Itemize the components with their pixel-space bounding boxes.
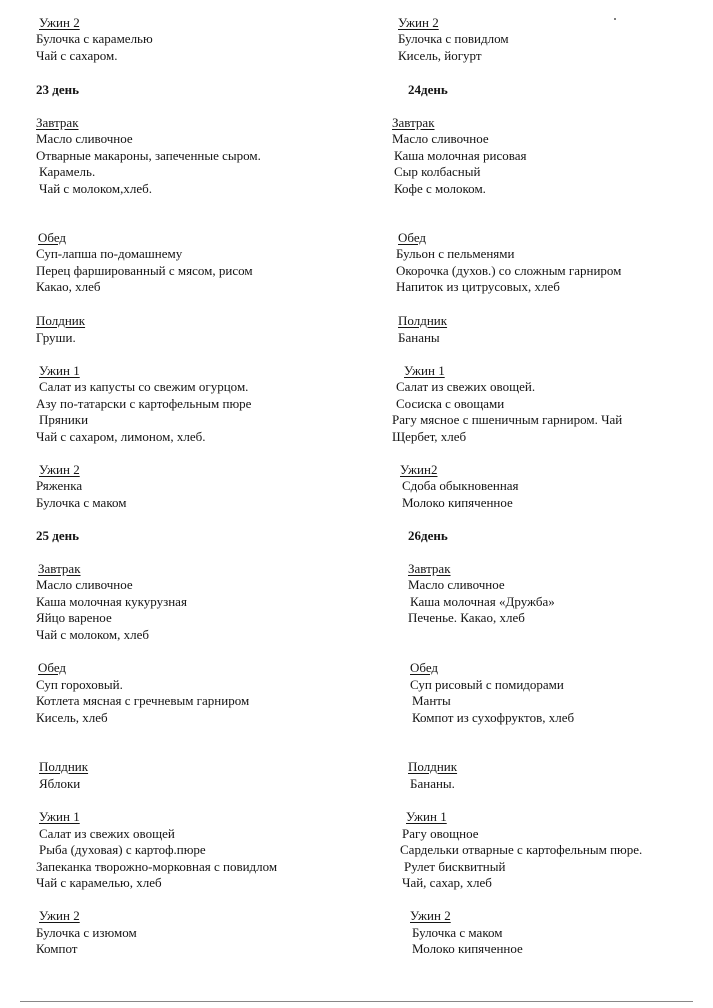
meal-heading: Ужин2 — [400, 462, 438, 477]
menu-item: Масло сливочное — [408, 577, 505, 592]
menu-item: Суп-лапша по-домашнему — [36, 246, 183, 261]
meal-heading: Ужин 2 — [398, 15, 439, 30]
menu-item: Рыба (духовая) с картоф.пюре — [39, 842, 206, 857]
meal-heading: Ужин 2 — [39, 462, 80, 477]
menu-item: Булочка с маком — [412, 925, 503, 940]
menu-item: Чай с молоком,хлеб. — [39, 181, 152, 196]
menu-item: Котлета мясная с гречневым гарниром — [36, 693, 250, 708]
day-title: 25 день — [36, 528, 79, 543]
menu-item: Сыр колбасный — [394, 164, 481, 179]
menu-item: Булочка с изюмом — [36, 925, 137, 940]
menu-item: Сардельки отварные с картофельным пюре. — [400, 842, 643, 857]
menu-item: Кофе с молоком. — [394, 181, 486, 196]
menu-item: Чай с сахаром, лимоном, хлеб. — [36, 429, 206, 444]
meal-heading: Завтрак — [392, 115, 435, 130]
meal-heading: Обед — [398, 230, 427, 245]
menu-item: Карамель. — [39, 164, 96, 179]
menu-item: Сосиска с овощами — [396, 396, 505, 411]
day-title: 23 день — [36, 82, 79, 97]
menu-item: Салат из свежих овощей. — [396, 379, 536, 394]
meal-heading: Завтрак — [38, 561, 81, 576]
meal-heading: Ужин 2 — [410, 908, 451, 923]
menu-item: Масло сливочное — [36, 131, 133, 146]
menu-item: Суп гороховый. — [36, 677, 123, 692]
menu-item: Запеканка творожно-морковная с повидлом — [36, 859, 278, 874]
menu-item: Перец фаршированный с мясом, рисом — [36, 263, 253, 278]
menu-item: Кисель, йогурт — [398, 48, 482, 63]
menu-item: Печенье. Какао, хлеб — [408, 610, 525, 625]
meal-heading: Ужин 2 — [39, 15, 80, 30]
meal-heading: Ужин 1 — [39, 809, 80, 824]
meal-heading: Завтрак — [408, 561, 451, 576]
scan-speck — [614, 18, 616, 20]
menu-item: Напиток из цитрусовых, хлеб — [396, 279, 560, 294]
menu-item: Чай, сахар, хлеб — [402, 875, 492, 890]
meal-heading: Завтрак — [36, 115, 79, 130]
menu-item: Яйцо вареное — [36, 610, 112, 625]
menu-item: Щербет, хлеб — [392, 429, 467, 444]
menu-item: Булочка с повидлом — [398, 31, 509, 46]
menu-item: Каша молочная «Дружба» — [410, 594, 555, 609]
day-title: 24день — [408, 82, 448, 97]
menu-item: Компот из сухофруктов, хлеб — [412, 710, 575, 725]
menu-item: Азу по-татарски с картофельным пюре — [36, 396, 252, 411]
menu-item: Чай с карамелью, хлеб — [36, 875, 162, 890]
menu-item: Пряники — [39, 412, 89, 427]
menu-item: Кисель, хлеб — [36, 710, 108, 725]
meal-heading: Ужин 1 — [406, 809, 447, 824]
menu-item: Бананы. — [410, 776, 455, 791]
menu-item: Рагу мясное с пшеничным гарниром. Чай — [392, 412, 623, 427]
meal-heading: Обед — [38, 660, 67, 675]
menu-item: Окорочка (духов.) со сложным гарниром — [396, 263, 622, 278]
meal-heading: Полдник — [39, 759, 89, 774]
meal-heading: Ужин 1 — [404, 363, 445, 378]
menu-item: Бульон с пельменями — [396, 246, 515, 261]
menu-item: Какао, хлеб — [36, 279, 101, 294]
menu-item: Масло сливочное — [36, 577, 133, 592]
meal-heading: Полдник — [398, 313, 448, 328]
menu-item: Рагу овощное — [402, 826, 479, 841]
menu-item: Бананы — [398, 330, 440, 345]
day-title: 26день — [408, 528, 448, 543]
meal-heading: Ужин 2 — [39, 908, 80, 923]
menu-item: Салат из свежих овощей — [39, 826, 175, 841]
menu-item: Каша молочная кукурузная — [36, 594, 187, 609]
menu-item: Ряженка — [36, 478, 83, 493]
menu-item: Молоко кипяченное — [412, 941, 523, 956]
meal-heading: Обед — [38, 230, 67, 245]
menu-item: Груши. — [36, 330, 76, 345]
menu-item: Рулет бисквитный — [404, 859, 506, 874]
menu-item: Манты — [412, 693, 451, 708]
menu-item: Масло сливочное — [392, 131, 489, 146]
menu-item: Сдоба обыкновенная — [402, 478, 519, 493]
menu-item: Яблоки — [39, 776, 81, 791]
menu-item: Булочка с карамелью — [36, 31, 153, 46]
meal-heading: Полдник — [408, 759, 458, 774]
meal-heading: Обед — [410, 660, 439, 675]
menu-item: Отварные макароны, запеченные сыром. — [36, 148, 261, 163]
meal-heading: Ужин 1 — [39, 363, 80, 378]
menu-item: Каша молочная рисовая — [394, 148, 527, 163]
scan-bottom-edge — [20, 1001, 693, 1002]
menu-item: Салат из капусты со свежим огурцом. — [39, 379, 249, 394]
menu-item: Булочка с маком — [36, 495, 127, 510]
menu-item: Чай с сахаром. — [36, 48, 118, 63]
menu-item: Молоко кипяченное — [402, 495, 513, 510]
menu-item: Суп рисовый с помидорами — [410, 677, 564, 692]
meal-heading: Полдник — [36, 313, 86, 328]
menu-item: Чай с молоком, хлеб — [36, 627, 149, 642]
menu-item: Компот — [36, 941, 78, 956]
